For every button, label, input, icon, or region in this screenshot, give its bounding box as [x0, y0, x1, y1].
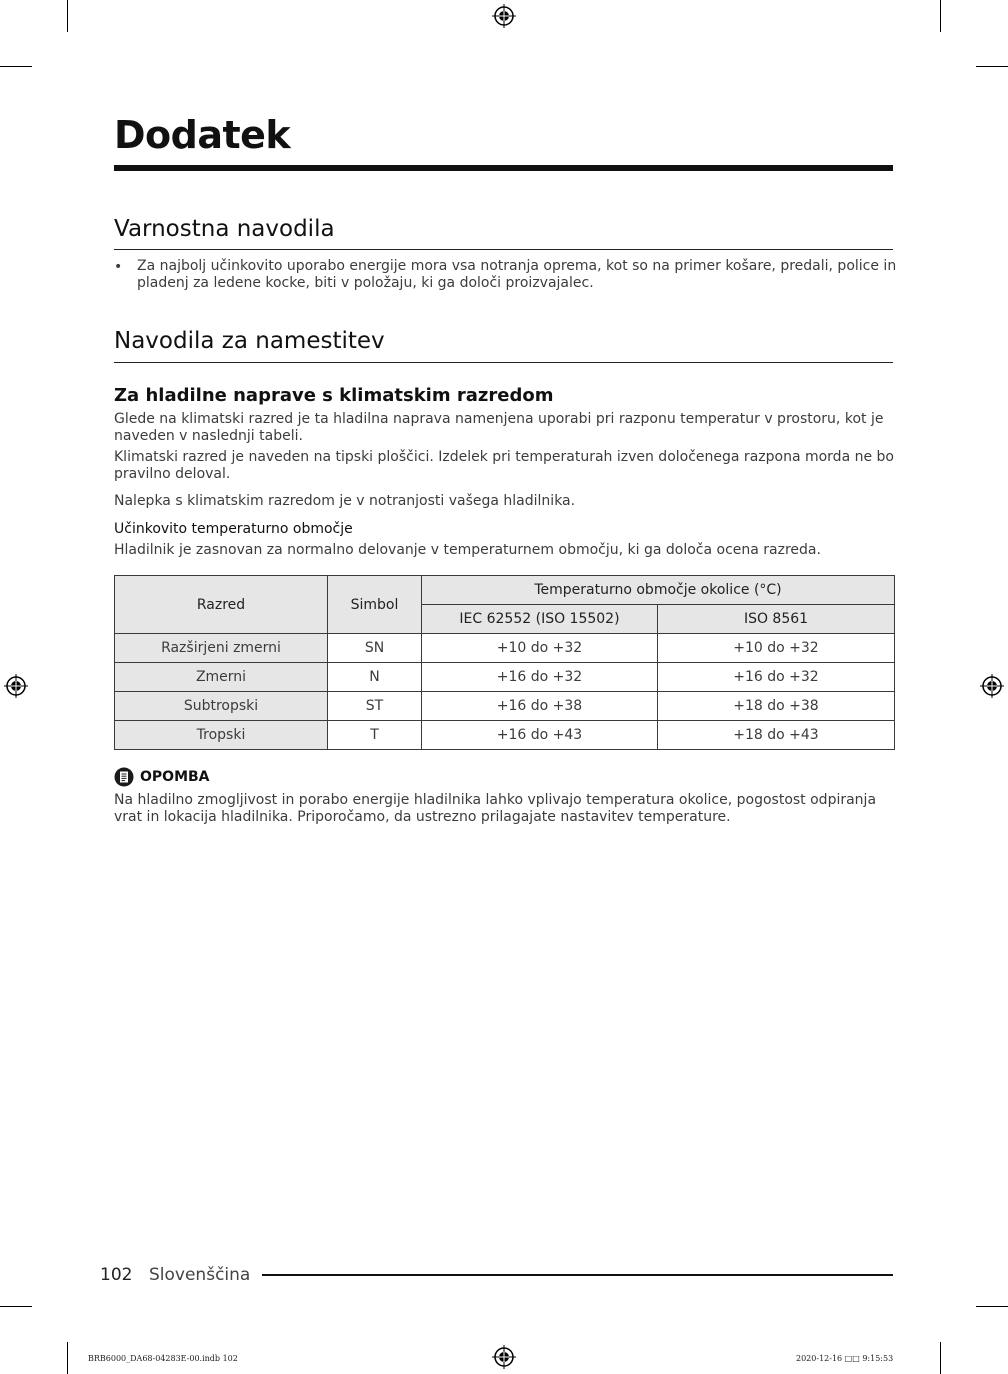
cell-symbol: T [328, 721, 422, 750]
cell-iec: +16 do +43 [422, 721, 658, 750]
cell-class: Razširjeni zmerni [115, 634, 328, 663]
registration-mark-icon [492, 1345, 516, 1369]
bullet-marker: • [114, 259, 123, 275]
cell-class: Tropski [115, 721, 328, 750]
registration-mark-icon [980, 674, 1004, 698]
cell-symbol: ST [328, 692, 422, 721]
crop-mark [67, 0, 68, 32]
cell-iec: +16 do +32 [422, 663, 658, 692]
cell-iso: +18 do +43 [658, 721, 895, 750]
table-row [115, 721, 895, 750]
crop-mark [976, 66, 1008, 67]
section-heading-safety: Varnostna navodila [114, 216, 335, 242]
page-number: 102 [100, 1265, 133, 1285]
safety-bullet-text: Za najbolj učinkovito uporabo energije mora vsa notranja oprema, kot so na primer košare, predali, police in pladenj za ledene kocke, biti v položaju, ki ga določi proizvajalec. [137, 258, 897, 291]
section-divider [114, 249, 893, 250]
chapter-title: Dodatek [114, 113, 291, 157]
crop-mark [0, 1306, 32, 1307]
note-title: OPOMBA [140, 769, 210, 785]
crop-mark [0, 66, 32, 67]
header-iec: IEC 62552 (ISO 15502) [422, 605, 658, 634]
table-row [115, 692, 895, 721]
note-icon [114, 767, 134, 787]
section-divider [114, 362, 893, 363]
registration-mark-icon [492, 4, 516, 28]
crop-mark [940, 1342, 941, 1374]
cell-iso: +16 do +32 [658, 663, 895, 692]
header-range: Temperaturno območje okolice (°C) [422, 576, 895, 605]
header-class: Razred [115, 576, 328, 634]
cell-iso: +10 do +32 [658, 634, 895, 663]
footer-divider [262, 1274, 893, 1276]
registration-mark-icon [4, 674, 28, 698]
note-text: Na hladilno zmogljivost in porabo energije hladilnika lahko vplivajo temperatura okolice, pogostost odpiranja vrat in lokacija hladilnika. Priporočamo, da ustrezno prilagajate nastavitev temperature. [114, 792, 877, 825]
print-slug-right: 2020-12-16 □□ 9:15:53 [796, 1354, 894, 1363]
range-title: Učinkovito temperaturno območje [114, 521, 353, 537]
crop-mark [940, 0, 941, 32]
subsection-heading: Za hladilne naprave s klimatskim razredom [114, 385, 554, 406]
cell-class: Subtropski [115, 692, 328, 721]
cell-class: Zmerni [115, 663, 328, 692]
paragraph: Glede na klimatski razred je ta hladilna naprava namenjena uporabi pri razponu temperatur v prostoru, kot je naveden v naslednji tabeli. [114, 411, 884, 444]
cell-symbol: N [328, 663, 422, 692]
paragraph: Nalepka s klimatskim razredom je v notranjosti vašega hladilnika. [114, 493, 576, 509]
print-slug-left: BRB6000_DA68-04283E-00.indb 102 [88, 1354, 238, 1363]
paragraph: Klimatski razred je naveden na tipski ploščici. Izdelek pri temperaturah izven določenega razpona morda ne bo pravilno deloval. [114, 449, 894, 482]
header-symbol: Simbol [328, 576, 422, 634]
cell-symbol: SN [328, 634, 422, 663]
cell-iec: +16 do +38 [422, 692, 658, 721]
climate-class-table [114, 575, 895, 750]
table-row [115, 634, 895, 663]
header-iso: ISO 8561 [658, 605, 895, 634]
range-text: Hladilnik je zasnovan za normalno delovanje v temperaturnem območju, ki ga določa ocena razreda. [114, 542, 821, 558]
cell-iec: +10 do +32 [422, 634, 658, 663]
cell-iso: +18 do +38 [658, 692, 895, 721]
crop-mark [976, 1306, 1008, 1307]
section-heading-install: Navodila za namestitev [114, 328, 385, 354]
table-row [115, 663, 895, 692]
crop-mark [67, 1342, 68, 1374]
chapter-divider [114, 165, 893, 171]
footer-language: Slovenščina [149, 1265, 251, 1285]
